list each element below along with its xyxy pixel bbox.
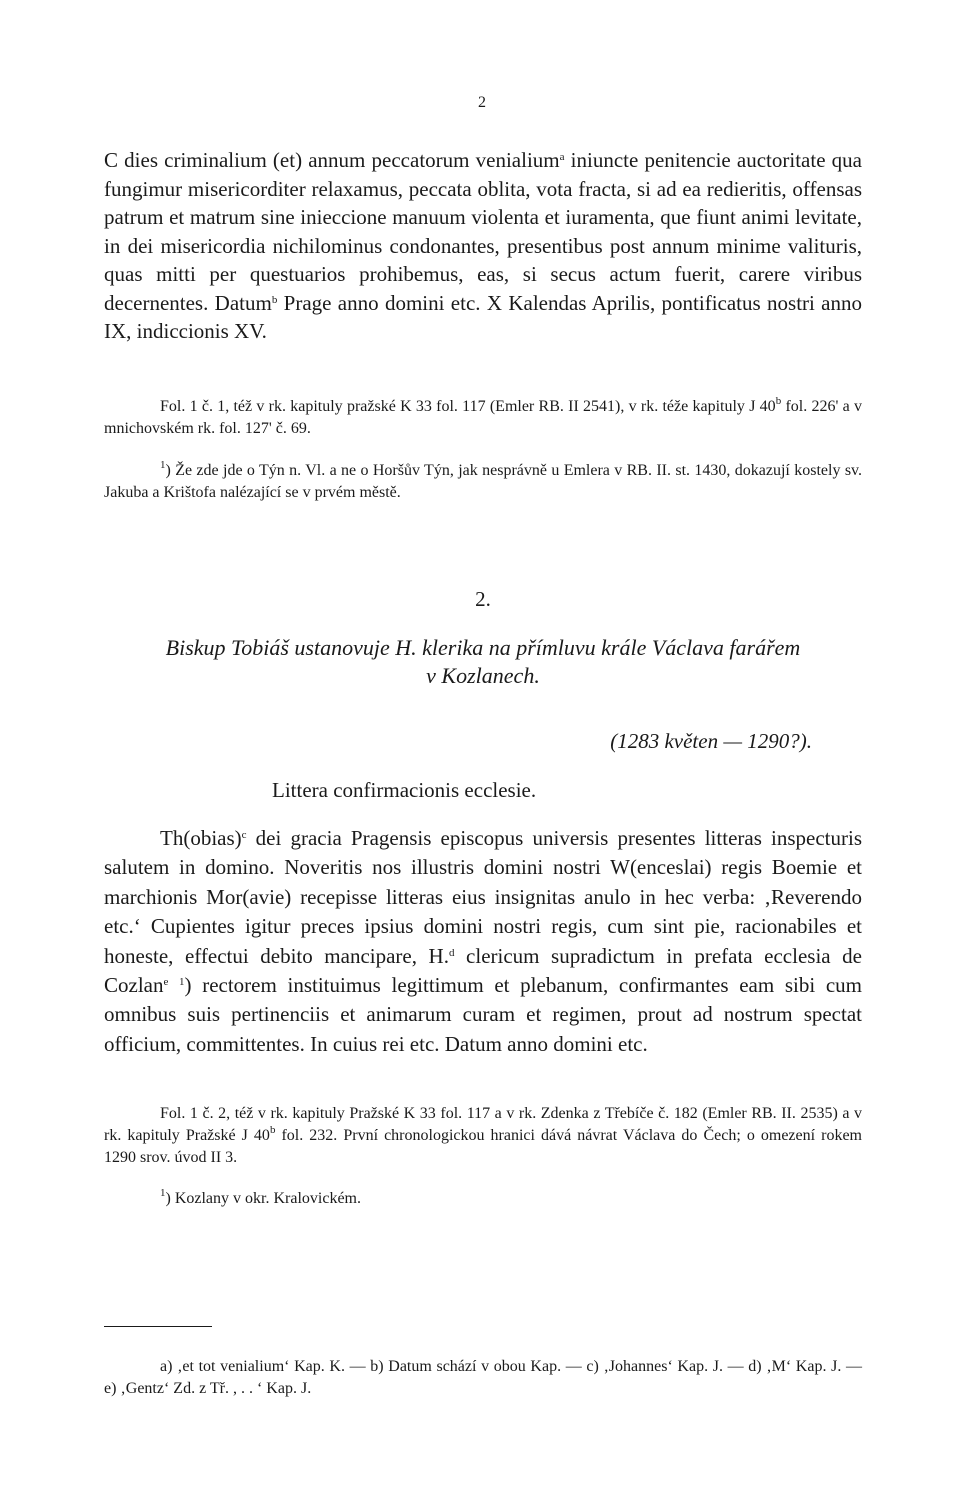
text-run: Prage anno domini etc. X Kalendas Aprilis, pontificatus nostri anno IX, indiccionis XV. [104, 290, 863, 343]
text-run: fol. 232. První chronologickou hranici dává návrat Václava do Čech; o omezení rokem 1290 srov. úvod II 3. [104, 1127, 862, 1166]
document-subtitle: Littera confirmacionis ecclesie. [272, 778, 537, 802]
footnote-marker: d [448, 946, 455, 959]
text-run: clericum supradictum in prefata ecclesia de Cozlan [104, 943, 862, 998]
text-run [168, 973, 179, 997]
section1-source-note [104, 396, 862, 440]
document-title [104, 634, 862, 690]
footnote-marker: 1 [179, 976, 185, 989]
text-run: fol. 226' a v mnichovském rk. fol. 127' č. 69. [104, 398, 862, 437]
text-run: C dies criminalium (et) annum peccatorum venialium [104, 148, 560, 172]
text-run: Fol. 1 č. 2, též v rk. kapituly Pražské K 33 fol. 117 a v rk. Zdenka z Třebíče č. 182 (Emler RB. II. 2535) a v rk. kapituly Pražské J 40 [104, 1105, 862, 1144]
section1-footnote [104, 460, 862, 504]
footnote-marker: 1 [160, 1187, 166, 1199]
section1-main-text [104, 146, 862, 346]
footnote-marker: b [775, 395, 782, 407]
footnote-marker: b [271, 293, 278, 306]
footnote-marker: 1 [160, 459, 166, 471]
document-title-line1: Biskup Tobiáš ustanovuje H. klerika na přímluvu krále Václava farářem [165, 635, 801, 660]
text-run: ) Kozlany v okr. Kralovickém. [165, 1190, 361, 1207]
footnote-marker: b [269, 1124, 276, 1136]
text-run: ) rectorem instituimus legittimum et plebanum, confirmantes eam sibi cum omnibus suis pertinenciis et animarum curam et regimen, prout ad nostrum spectat officium, committentes. In cuius rei etc. Datum anno domini etc. [104, 973, 863, 1056]
footnote-marker: a [559, 151, 565, 163]
section2-source-note [104, 1103, 862, 1169]
section2-main-text [104, 824, 862, 1059]
text-run: Fol. 1 č. 1, též v rk. kapituly pražské K 33 fol. 117 (Emler RB. II 2541), v rk. téže kapituly J 40 [160, 398, 776, 415]
page-number: 2 [478, 94, 486, 111]
text-run: Th(obias) [160, 826, 242, 850]
text-run: iniuncte penitencie auctoritate qua fungimur misericorditer relaxamus, peccata oblita, vota fracta, si ad ea redieritis, offensas patrum et matrum sine inieccione manuum violenta et iuramenta, que fiunt animi levitate, in dei misericordia nichilominus condonantes, presentibus post annum minime valituris, quas mitti per questuarios prohibemus, eas, si secus actum fuerit, carere viribus decernentes. Datum [104, 148, 862, 315]
section2-footnote [104, 1188, 862, 1210]
critical-apparatus: a) ‚et tot venialium‘ Kap. K. — b) Datum schází v obou Kap. — c) ‚Johannes‘ Kap. J. — d) ‚M‘ Kap. J. — e) ‚Gentz‘ Zd. z Tř. , . . ‘ Kap. J. [104, 1358, 862, 1397]
footnote-marker: e [163, 976, 169, 989]
footnote-divider [104, 1326, 212, 1327]
document-number: 2. [475, 587, 491, 611]
text-run: dei gracia Pragensis episcopus universis presentes litteras inspecturis salutem in domino. Noveritis nos illustris domini nostri W(enceslai) regis Boemie et marchionis Mor(avie) recepisse litteras eius insignitas anulo in hec verba: ‚Reverendo etc.‘ Cupientes igitur preces ipsius domini nostri regis, cum sint pie, racionabiles et honeste, effectui debito mancipare, H. [104, 826, 862, 968]
document-title-line2: v Kozlanech. [426, 663, 540, 688]
text-run: ) Že zde jde o Týn n. Vl. a ne o Horšův Týn, jak nesprávně u Emlera v RB. II. st. 1430, dokazují kostely sv. Jakuba a Krištofa nalézající se v prvém městě. [104, 462, 862, 501]
document-date: (1283 květen — 1290?). [610, 729, 812, 753]
footnote-marker: c [241, 829, 247, 841]
